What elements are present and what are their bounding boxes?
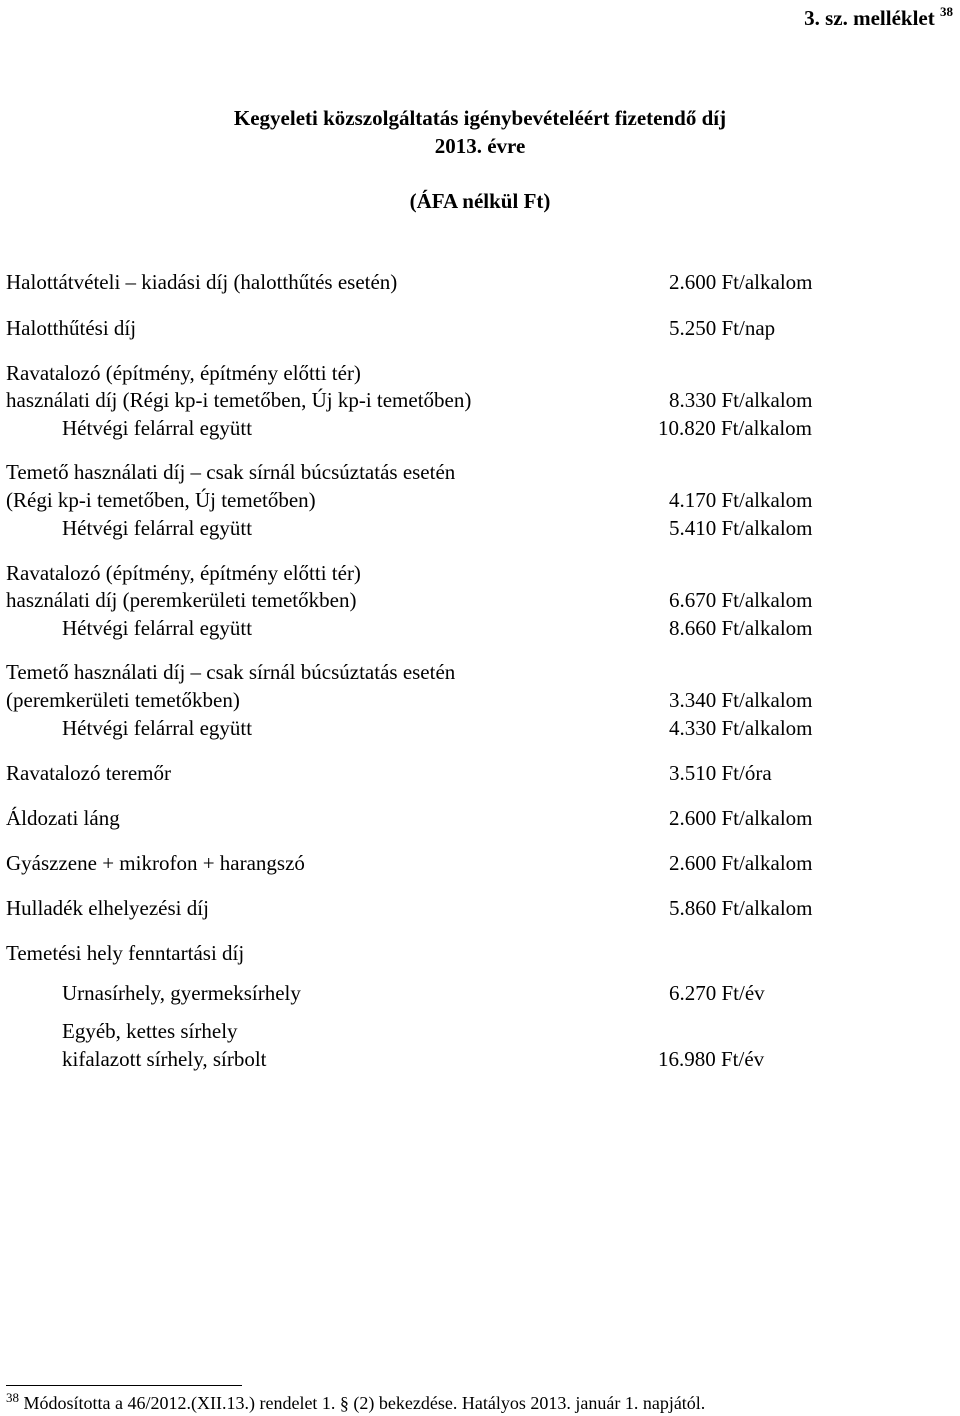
weekend-label-ravatalozo-perem: Hétvégi felárral együtt xyxy=(62,616,253,640)
weekend-value-temeto-regi: 5.410 Ft/alkalom xyxy=(669,516,813,540)
fee-value-temeto-perem: 3.340 Ft/alkalom xyxy=(669,688,813,712)
fee-label-halotthutesi: Halotthűtési díj xyxy=(6,316,137,340)
weekend-label-temeto-regi: Hétvégi felárral együtt xyxy=(62,516,253,540)
fee-label-temeto-perem-2: (peremkerületi temetőkben) xyxy=(6,688,240,712)
fee-value-aldozati-lang: 2.600 Ft/alkalom xyxy=(669,806,813,830)
fee-label-teremor: Ravatalozó teremőr xyxy=(6,761,172,785)
weekend-label-ravatalozo-regi: Hétvégi felárral együtt xyxy=(62,416,253,440)
fee-label-urnasirhely: Urnasírhely, gyermeksírhely xyxy=(62,981,301,1005)
fee-label-egyeb-2: kifalazott sírhely, sírbolt xyxy=(62,1047,267,1071)
fee-label-egyeb-1: Egyéb, kettes sírhely xyxy=(62,1019,238,1043)
fee-label-ravatalozo-perem-1: Ravatalozó (építmény, építmény előtti tér) xyxy=(6,561,361,585)
unit-note: (ÁFA nélkül Ft) xyxy=(409,189,551,213)
fee-value-halottatveteli: 2.600 Ft/alkalom xyxy=(669,270,813,294)
fee-value-ravatalozo-regi: 8.330 Ft/alkalom xyxy=(669,388,813,412)
fee-label-ravatalozo-regi-2: használati díj (Régi kp-i temetőben, Új kp-i temetőben) xyxy=(6,388,472,412)
weekend-label-temeto-perem: Hétvégi felárral együtt xyxy=(62,716,253,740)
fee-value-gyaszzene: 2.600 Ft/alkalom xyxy=(669,851,813,875)
fee-label-temeto-regi-2: (Régi kp-i temetőben, Új temetőben) xyxy=(6,488,316,512)
fee-label-fenntartasi: Temetési hely fenntartási díj xyxy=(6,941,245,965)
footnote-divider xyxy=(6,1385,242,1386)
fee-label-hulladek: Hulladék elhelyezési díj xyxy=(6,896,209,920)
fee-value-hulladek: 5.860 Ft/alkalom xyxy=(669,896,813,920)
fee-value-urnasirhely: 6.270 Ft/év xyxy=(669,981,765,1005)
fee-value-teremor: 3.510 Ft/óra xyxy=(669,761,772,785)
fee-label-temeto-perem-1: Temető használati díj – csak sírnál búcsúztatás esetén xyxy=(6,660,456,684)
fee-value-egyeb: 16.980 Ft/év xyxy=(658,1047,765,1071)
document-title: Kegyeleti közszolgáltatás igénybevételéért fizetendő díj xyxy=(233,106,727,130)
fee-label-aldozati-lang: Áldozati láng xyxy=(6,806,120,830)
fee-label-ravatalozo-regi-1: Ravatalozó (építmény, építmény előtti tér) xyxy=(6,361,361,385)
fee-label-gyaszzene: Gyászzene + mikrofon + harangszó xyxy=(6,851,305,875)
weekend-value-temeto-perem: 4.330 Ft/alkalom xyxy=(669,716,813,740)
annex-footnote-ref: 38 xyxy=(940,4,953,19)
fee-value-temeto-regi: 4.170 Ft/alkalom xyxy=(669,488,813,512)
footnote-text: Módosította a 46/2012.(XII.13.) rendelet 1. § (2) bekezdése. Hatályos 2013. január 1. napjától. xyxy=(23,1393,706,1413)
footnote xyxy=(6,1390,706,1413)
document-year: 2013. évre xyxy=(434,134,526,158)
footnote-ref: 38 xyxy=(6,1390,19,1405)
fee-label-temeto-regi-1: Temető használati díj – csak sírnál búcsúztatás esetén xyxy=(6,460,456,484)
fee-value-halotthutesi: 5.250 Ft/nap xyxy=(669,316,776,340)
weekend-value-ravatalozo-perem: 8.660 Ft/alkalom xyxy=(669,616,813,640)
annex-label: 3. sz. melléklet $^{38}$ xyxy=(804,4,953,30)
fee-label-halottatveteli: Halottátvételi – kiadási díj (halotthűtés esetén) xyxy=(6,270,398,294)
fee-value-ravatalozo-perem: 6.670 Ft/alkalom xyxy=(669,588,813,612)
weekend-value-ravatalozo-regi: 10.820 Ft/alkalom xyxy=(658,416,812,440)
fee-label-ravatalozo-perem-2: használati díj (peremkerületi temetőkben) xyxy=(6,588,357,612)
